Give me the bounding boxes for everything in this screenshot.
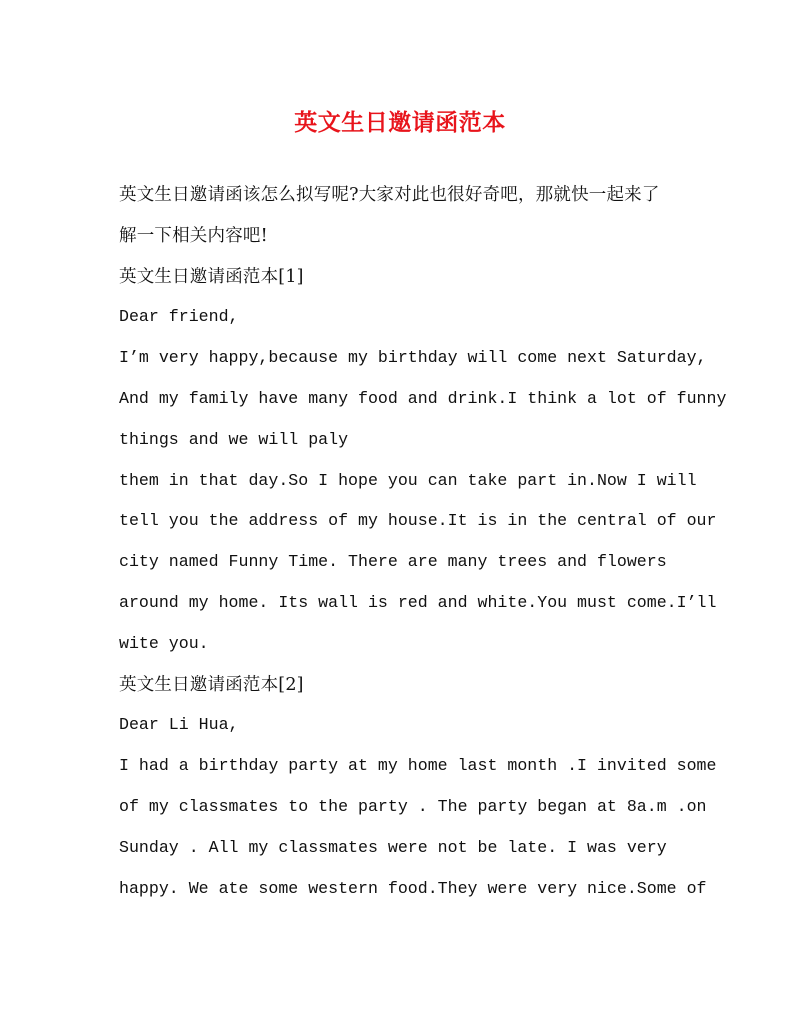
section-heading-1: 英文生日邀请函范本[1] [119, 266, 304, 287]
letter-1-line: I’m very happy,because my birthday will come next Saturday, [119, 348, 707, 368]
letter-2-line: of my classmates to the party . The party began at 8a.m .on [119, 796, 707, 816]
letter-2-line: happy. We ate some western food.They were very nice.Some of [119, 878, 707, 898]
letter-1-line: around my home. Its wall is red and white.You must come.I’ll [119, 592, 717, 612]
letter-1-salutation: Dear friend, [119, 307, 239, 327]
document-body [119, 175, 727, 909]
letter-2-line: I had a birthday party at my home last month .I invited some [119, 756, 717, 776]
letter-2-line: Sunday . All my classmates were not be late. I was very [119, 837, 667, 857]
letter-1-line: tell you the address of my house.It is in the central of our [119, 511, 717, 531]
page-title: 英文生日邀请函范本 [294, 109, 506, 136]
letter-1-line: things and we will paly [119, 429, 349, 449]
letter-2-salutation: Dear Li Hua, [119, 715, 239, 735]
intro-line-2: 解一下相关内容吧! [119, 225, 268, 246]
letter-1-line: wite you. [119, 633, 209, 653]
letter-1-line: them in that day.So I hope you can take part in.Now I will [119, 470, 697, 490]
letter-1-line: city named Funny Time. There are many trees and flowers [119, 552, 667, 572]
letter-1-line: And my family have many food and drink.I think a lot of funny [119, 388, 727, 408]
intro-line-1: 英文生日邀请函该怎么拟写呢?大家对此也很好奇吧，那就快一起来了 [119, 185, 660, 205]
section-heading-2: 英文生日邀请函范本[2] [119, 674, 304, 695]
